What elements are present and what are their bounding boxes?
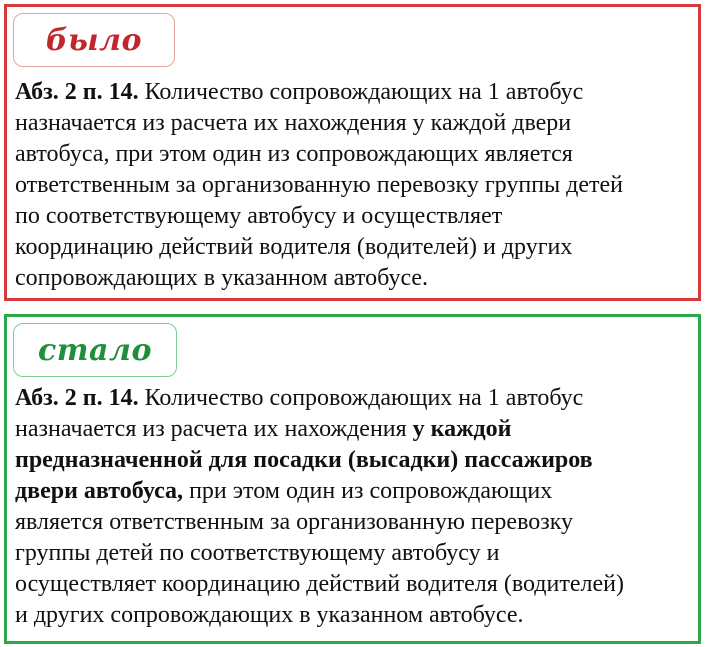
was-clause-ref: Абз. 2 п. 14. [15, 79, 139, 105]
was-panel [4, 4, 701, 301]
was-line-1: Абз. 2 п. 14. Количество сопровождающих на 1 автобус [15, 79, 584, 105]
was-line-7: сопровождающих в указанном автобусе. [15, 265, 429, 291]
became-clause-ref: Абз. 2 п. 14. [15, 385, 139, 411]
was-line-5: по соответствующему автобусу и осуществляет [15, 203, 503, 229]
became-line-1: Абз. 2 п. 14. Количество сопровождающих на 1 автобус [15, 385, 584, 411]
was-line-2: назначается из расчета их нахождения у каждой двери [15, 110, 572, 136]
became-paragraph [15, 383, 692, 631]
became-line-8: и других сопровождающих в указанном автобусе. [15, 602, 524, 628]
was-line-3: автобуса, при этом один из сопровождающих является [15, 141, 573, 167]
became-panel [4, 314, 701, 644]
changed-text-start: у каждой [412, 416, 512, 442]
became-label: стало [13, 323, 177, 377]
changed-text-end: двери автобуса, [15, 478, 184, 504]
became-line-5: является ответственным за организованную перевозку [15, 509, 574, 535]
changed-text-middle: предназначенной для посадки (высадки) пассажиров [15, 447, 593, 473]
became-line-7: осуществляет координацию действий водителя (водителей) [15, 571, 624, 597]
became-line-6: группы детей по соответствующему автобусу и [15, 540, 500, 566]
became-line-4: двери автобуса, при этом один из сопровождающих [15, 478, 553, 504]
became-line-2: назначается из расчета их нахождения у каждой [15, 416, 512, 442]
was-paragraph [15, 77, 692, 294]
was-line-4: ответственным за организованную перевозку группы детей [15, 172, 624, 198]
was-line-6: координацию действий водителя (водителей) и других [15, 234, 573, 260]
was-label: было [13, 13, 175, 67]
